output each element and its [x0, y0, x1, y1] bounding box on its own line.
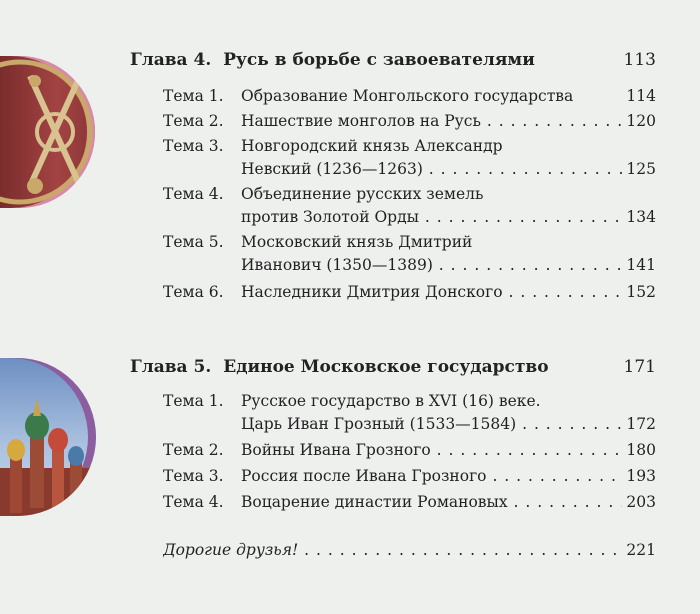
topic-page: 172 — [626, 415, 656, 433]
chapter-page: 113 — [623, 50, 656, 70]
toc-entry-closing[interactable] — [163, 541, 656, 559]
toc-entry[interactable] — [163, 85, 656, 108]
topic-label: Тема 1. — [163, 87, 224, 105]
chapter-heading[interactable] — [130, 50, 656, 70]
toc-entry[interactable] — [163, 281, 656, 304]
closing-title: Дорогие друзья! . . . — [163, 541, 622, 559]
toc-entry[interactable] — [163, 439, 656, 462]
topic-page: 141 — [626, 256, 656, 274]
topic-label: Тема 2. — [163, 112, 224, 130]
topic-title: Воцарение династии Романовых . . . — [241, 491, 622, 514]
topic-title-line: Иванович (1350—1389) . . . — [241, 254, 622, 277]
topic-label: Тема 3. — [163, 467, 224, 485]
chapter-title: Единое Московское государство — [223, 357, 549, 377]
topic-title-line: Русское государство в XVI (16) веке. — [241, 392, 541, 410]
topic-title-line: Царь Иван Грозный (1533—1584) . . . — [241, 413, 622, 436]
topic-title: Нашествие монголов на Русь . . . — [241, 110, 622, 133]
topic-page: 134 — [626, 208, 656, 226]
topic-label: Тема 6. — [163, 283, 224, 301]
toc-entry[interactable] — [163, 183, 656, 229]
topic-title: Войны Ивана Грозного . . . — [241, 439, 622, 462]
topic-title-line: Московский князь Дмитрий — [241, 233, 473, 251]
topic-label: Тема 1. — [163, 392, 224, 410]
topic-title: Образование Монгольского государства — [241, 87, 574, 105]
topic-label: Тема 2. — [163, 441, 224, 459]
toc-entry[interactable] — [163, 491, 656, 514]
topic-title-line: Невский (1236—1263) . . . — [241, 158, 622, 181]
topic-title: Россия после Ивана Грозного . . . — [241, 465, 622, 488]
closing-page: 221 — [626, 541, 656, 559]
topic-label: Тема 4. — [163, 493, 224, 511]
topic-page: 125 — [626, 160, 656, 178]
chapter-number: Глава 4. — [130, 50, 212, 70]
topic-page: 120 — [626, 112, 656, 130]
topic-label: Тема 4. — [163, 185, 224, 203]
chapter-heading[interactable] — [130, 357, 656, 377]
toc-entry[interactable] — [163, 231, 656, 277]
topic-page: 193 — [626, 467, 656, 485]
toc-entry[interactable] — [163, 110, 656, 133]
topic-label: Тема 3. — [163, 137, 224, 155]
shield-illustration — [0, 56, 95, 208]
topic-page: 180 — [626, 441, 656, 459]
topic-title-line: против Золотой Орды . . . — [241, 206, 622, 229]
kremlin-illustration — [0, 358, 96, 516]
chapter-page: 171 — [623, 357, 656, 377]
toc-entry[interactable] — [163, 135, 656, 181]
topic-page: 203 — [626, 493, 656, 511]
chapter-number: Глава 5. — [130, 357, 212, 377]
topic-page: 152 — [626, 283, 656, 301]
toc-entry[interactable] — [163, 465, 656, 488]
chapter-title: Русь в борьбе с завоевателями — [223, 50, 535, 70]
topic-label: Тема 5. — [163, 233, 224, 251]
topic-title: Наследники Дмитрия Донского . . . — [241, 281, 622, 304]
topic-title-line: Объединение русских земель — [241, 185, 484, 203]
topic-title-line: Новгородский князь Александр — [241, 137, 503, 155]
topic-page: 114 — [626, 87, 656, 105]
toc-entry[interactable] — [163, 390, 656, 436]
